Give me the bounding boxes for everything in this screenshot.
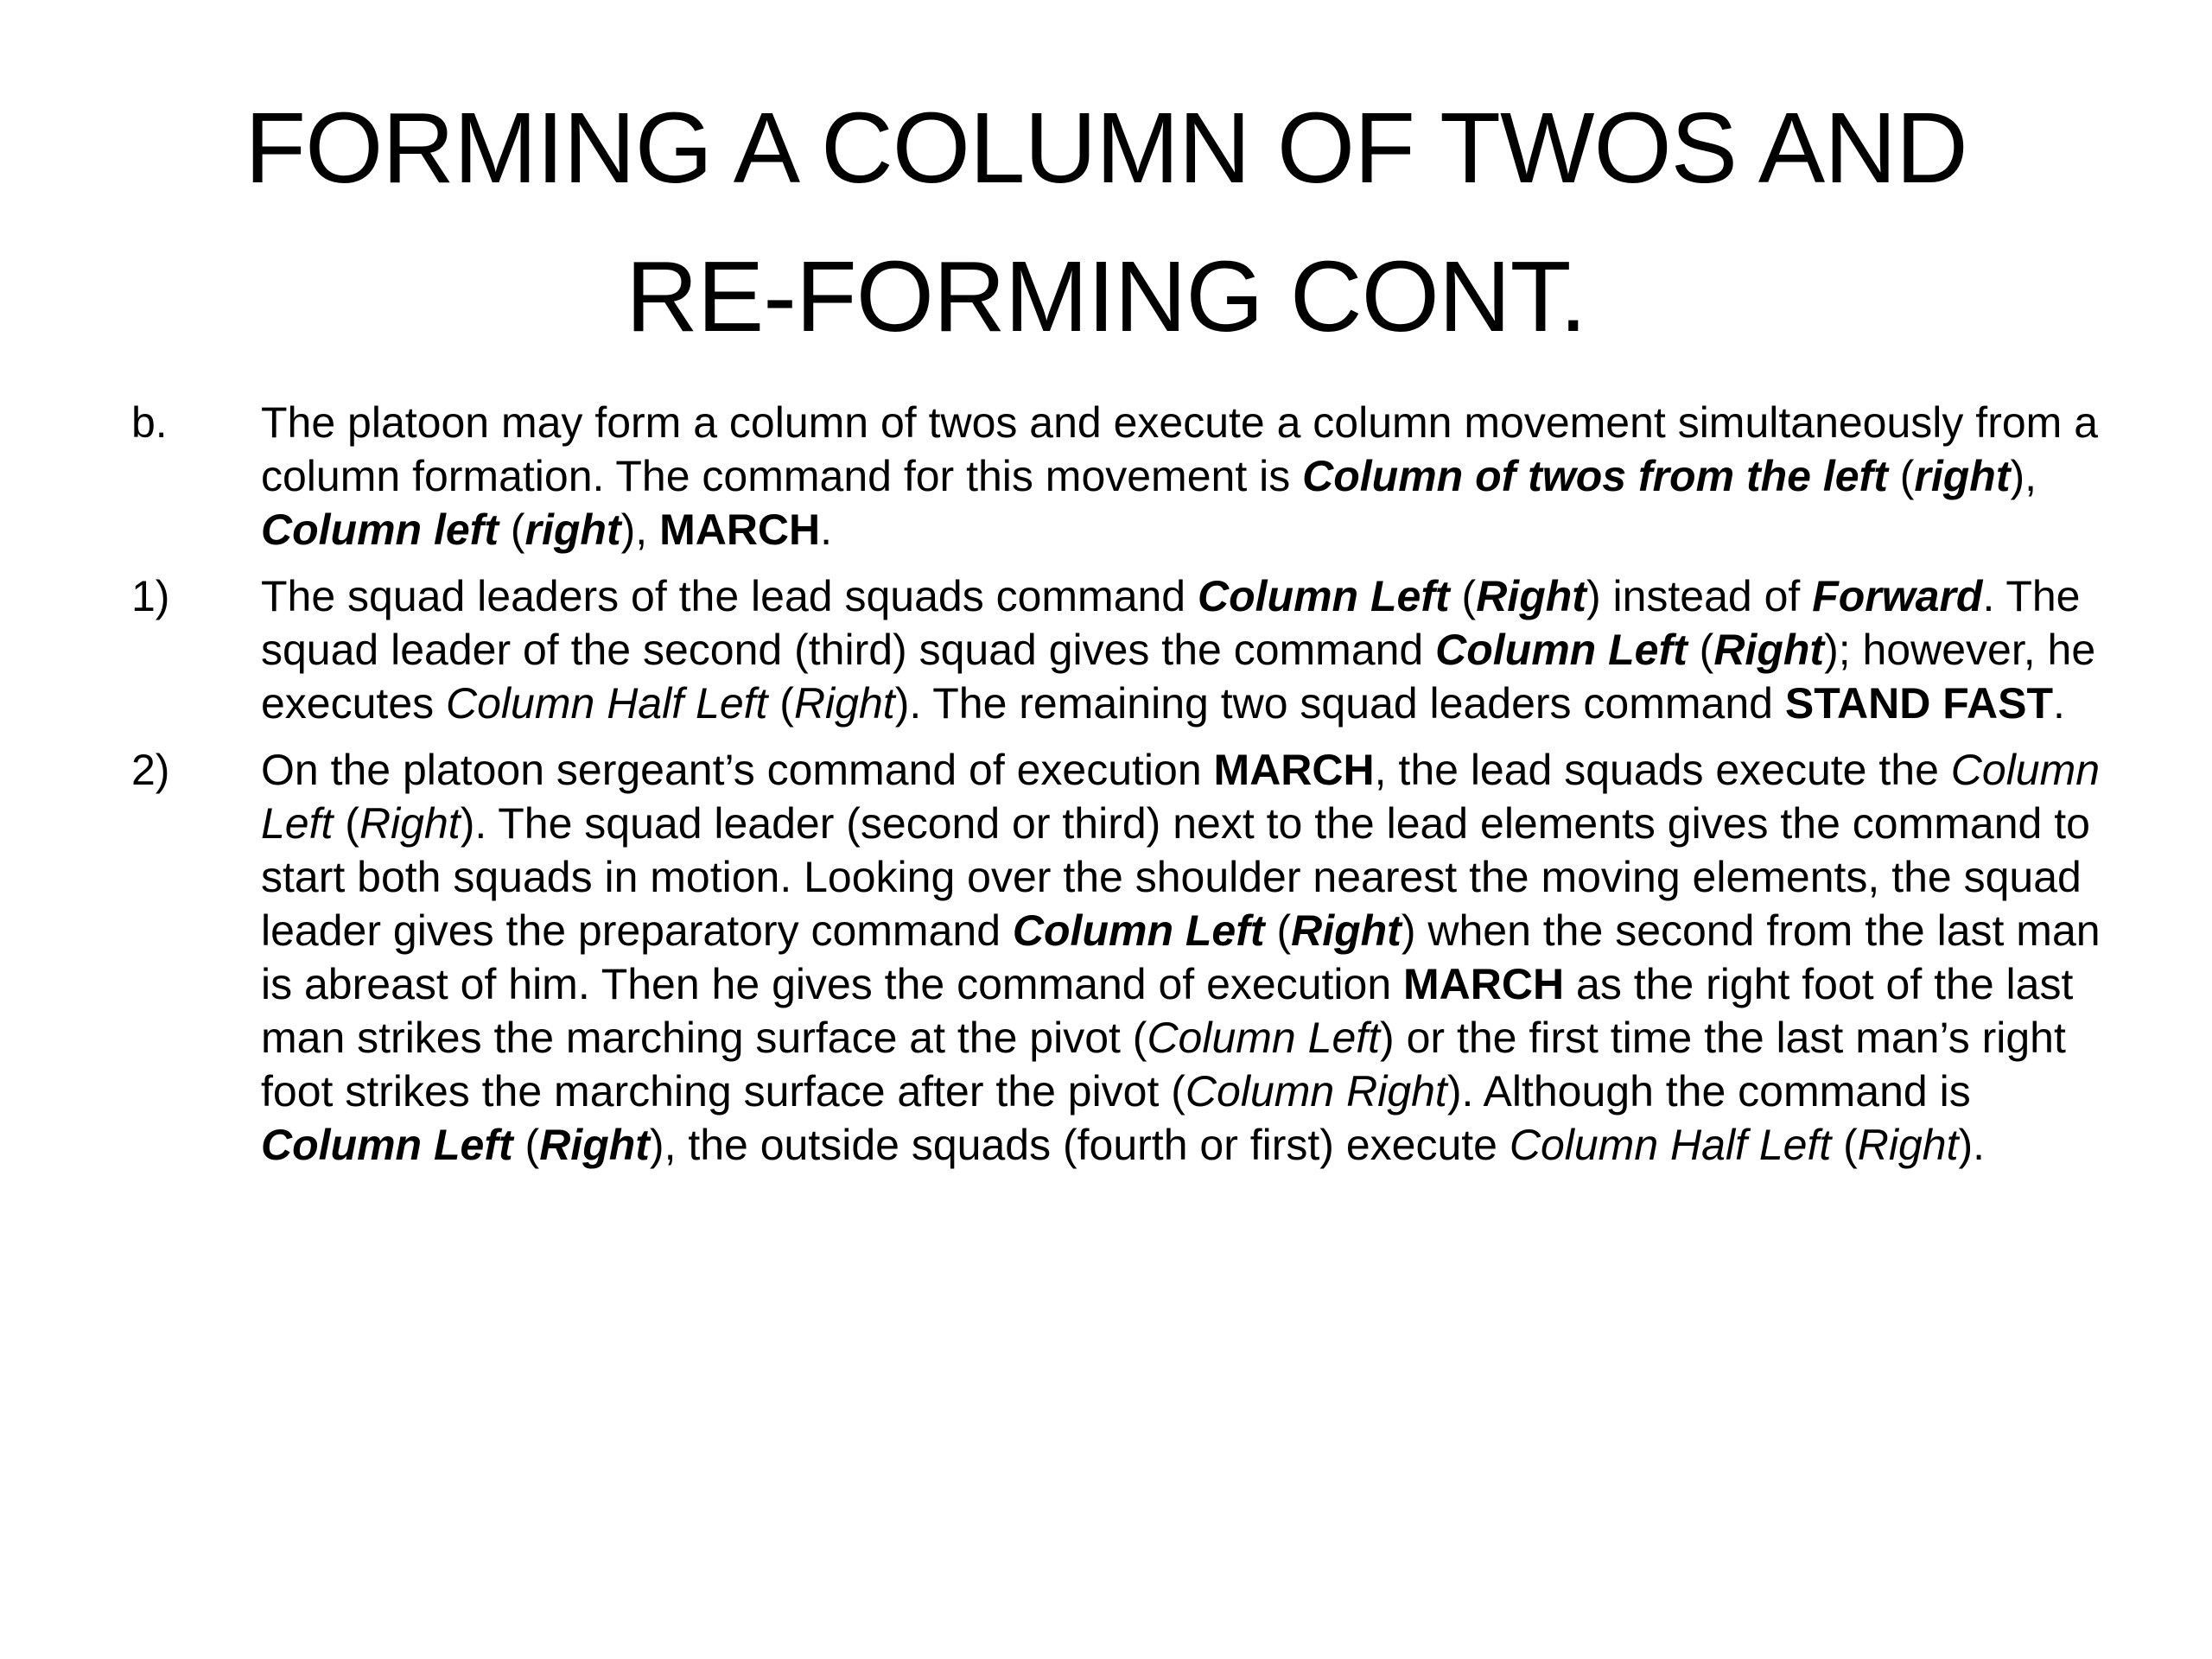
list-marker: 2) xyxy=(131,746,170,794)
paragraph-text xyxy=(261,396,2119,556)
text-run: Column Half Left xyxy=(1509,1121,1832,1169)
paragraph-text xyxy=(261,569,2119,730)
list-item-2 xyxy=(131,743,2119,1172)
text-run: ( xyxy=(512,1121,540,1169)
text-run: ( xyxy=(498,505,525,554)
list-marker: 1) xyxy=(131,572,170,620)
text-run: STAND FAST xyxy=(1784,679,2054,728)
text-run: . xyxy=(820,505,833,554)
text-run: ( xyxy=(1449,572,1477,620)
text-run: . The squad leader of the second (third) squad gives the command xyxy=(261,572,2081,674)
text-run: Column left xyxy=(261,505,499,554)
text-run: right xyxy=(1914,452,2011,500)
text-run: right xyxy=(524,505,621,554)
text-run: ( xyxy=(1887,452,1915,500)
paragraph-text xyxy=(261,743,2119,1172)
text-run: ). xyxy=(1958,1121,1986,1169)
text-run: Right xyxy=(1857,1121,1959,1169)
text-run: ), xyxy=(620,505,660,554)
text-run: Column Left xyxy=(261,746,2101,848)
text-run: ( xyxy=(1264,906,1292,955)
slide-title-line-2: RE-FORMING CONT. xyxy=(626,240,1586,353)
text-run: The squad leaders of the lead squads command xyxy=(261,572,1198,620)
text-run: . xyxy=(2053,679,2065,728)
text-run: ) or the first time the last man’s right foot strikes the marching surface after the pivot ( xyxy=(261,1014,2066,1116)
text-run: ), xyxy=(2010,452,2037,500)
text-run: Column Left xyxy=(1012,906,1265,955)
text-run: ); however, he executes xyxy=(261,626,2096,728)
text-run: MARCH xyxy=(1403,960,1565,1008)
text-run: Right xyxy=(539,1121,650,1169)
slide-title xyxy=(0,73,2212,371)
text-run: ). Although the command is xyxy=(1446,1067,1971,1116)
text-run: Column Left xyxy=(261,1121,513,1169)
text-run: Right xyxy=(793,679,895,728)
text-run: , the lead squads execute the xyxy=(1374,746,1951,794)
text-run: Forward xyxy=(1812,572,1983,620)
text-run: Right xyxy=(359,799,461,848)
text-run: The platoon may form a column of twos and execute a column movement simultaneously from a column formation. The command for this movement is xyxy=(261,398,2099,500)
text-run: On the platoon sergeant’s command of execution xyxy=(261,746,1214,794)
list-item-1 xyxy=(131,569,2119,730)
text-run: Column Right xyxy=(1185,1067,1447,1116)
text-run: ) instead of xyxy=(1586,572,1813,620)
list-marker: b. xyxy=(131,398,168,447)
text-run: ) when the second from the last man is abreast of him. Then he gives the command of execution xyxy=(261,906,2101,1008)
text-run: Column Left xyxy=(1198,572,1450,620)
text-run: ( xyxy=(767,679,794,728)
text-run: ( xyxy=(1687,626,1714,674)
text-run: Column of twos from the left xyxy=(1302,452,1888,500)
text-run: ( xyxy=(333,799,359,848)
body-list xyxy=(131,396,2119,1185)
list-item-b xyxy=(131,396,2119,556)
text-run: Right xyxy=(1476,572,1586,620)
text-run: ( xyxy=(1831,1121,1858,1169)
text-run: Column Half Left xyxy=(446,679,768,728)
text-run: Right xyxy=(1713,626,1825,674)
text-run: MARCH xyxy=(1213,746,1375,794)
text-run: as the right foot of the last man strikes the marching surface at the pivot ( xyxy=(261,960,2074,1062)
text-run: Column Left xyxy=(1435,626,1688,674)
text-run: ). The remaining two squad leaders command xyxy=(894,679,1785,728)
text-run: Column Left xyxy=(1147,1014,1381,1062)
text-run: ). The squad leader (second or third) next to the lead elements gives the command to start both squads in motion. Looking over the shoulder nearest the moving elements, the squad leader gives the preparatory command xyxy=(261,799,2090,955)
text-run: Right xyxy=(1291,906,1402,955)
text-run: ), the outside squads (fourth or first) execute xyxy=(649,1121,1510,1169)
slide-title-line-1: FORMING A COLUMN OF TWOS AND xyxy=(245,92,1967,204)
text-run: MARCH xyxy=(659,505,821,554)
